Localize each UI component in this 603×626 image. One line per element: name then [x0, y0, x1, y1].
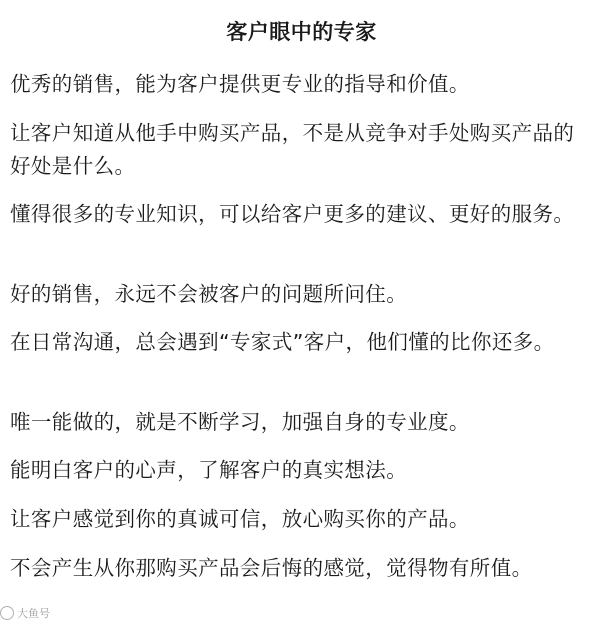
paragraph-8: 让客户感觉到你的真诚可信，放心购买你的产品。	[10, 507, 470, 531]
paragraph-3: 懂得很多的专业知识，可以给客户更多的建议、更好的服务。	[10, 202, 575, 226]
paragraph-6: 唯一能做的，就是不断学习，加强自身的专业度。	[10, 410, 470, 434]
watermark-logo-icon	[0, 606, 14, 620]
watermark	[0, 603, 50, 623]
paragraph-7: 能明白客户的心声，了解客户的真实想法。	[10, 458, 408, 482]
watermark-text: 大鱼号	[17, 607, 50, 620]
paragraph-9: 不会产生从你那购买产品会后悔的感觉，觉得物有所值。	[10, 556, 533, 580]
document-title: 客户眼中的专家	[226, 20, 377, 44]
paragraph-1: 优秀的销售，能为客户提供更专业的指导和价值。	[10, 72, 470, 96]
paragraph-4: 好的销售，永远不会被客户的问题所问住。	[10, 282, 408, 306]
paragraph-2: 让客户知道从他手中购买产品，不是从竞争对手处购买产品的好处是什么。	[10, 121, 575, 178]
paragraph-5: 在日常沟通，总会遇到“专家式”客户，他们懂的比你还多。	[10, 330, 555, 354]
